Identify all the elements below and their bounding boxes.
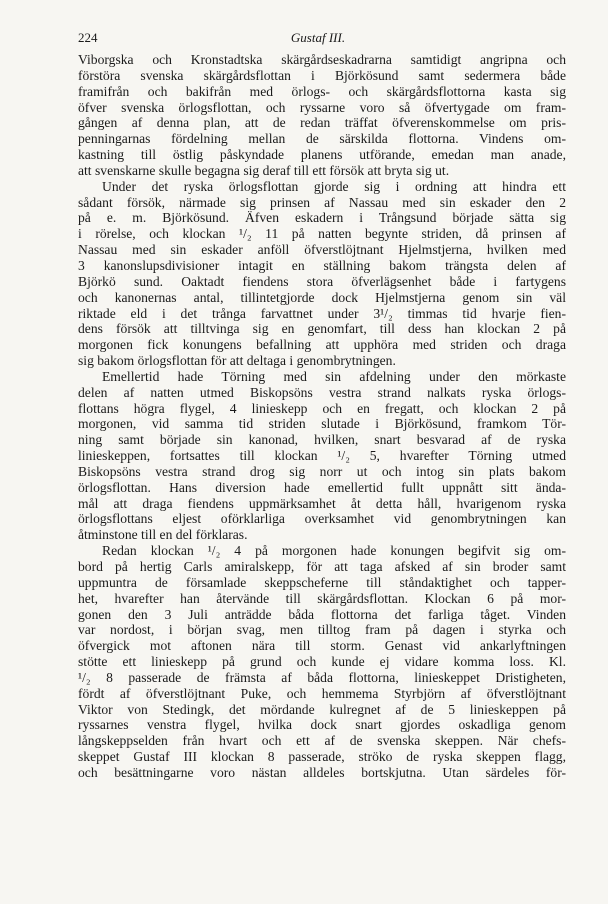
text-line: öfver svenska örlogsflottan, och ryssarne voro så öfvertygade om fram- [78, 99, 566, 115]
text-line: ¹/₂ 8 passerade de främsta af båda flottorna, linieskeppet Dristigheten, [78, 669, 566, 685]
text-line: gonen den 3 Juli anträdde båda flottorna det farliga tåget. Vinden [78, 606, 566, 622]
text-line: Redan klockan ¹/₂ 4 på morgonen hade konungen begifvit sig om- [102, 543, 566, 559]
page-header [78, 30, 558, 50]
text-line: fördt af öfverstlöjtnant Puke, och hemmema Styrbjörn af öfverstlöjtnant [78, 685, 566, 701]
text-line: framifrån och bakifrån med örlogs- och skärgårdsflottorna kasta sig [78, 83, 566, 99]
text-line: 3 kanonslupsdivisioner intagit en ställning bakom trängsta delen af [78, 257, 566, 273]
text-line: ryssarnes venstra flygel, hvilka dock snart gjordes oskadliga genom [78, 717, 566, 733]
text-line: stötte ett linieskepp på grund och kunde ej vidare komma loss. Kl. [78, 654, 566, 670]
text-line: Nassau med sin eskader anföll öfverstlöjtnant Hjelmstjerna, hvilken med [78, 242, 566, 258]
text-line: öfvergick mot aftonen nära till storm. Genast vid ankarlyftningen [78, 638, 566, 654]
paragraph [78, 52, 566, 179]
text-line: flottans högra flygel, 4 linieskepp och en fregatt, och klockan 2 på [78, 400, 566, 416]
paragraph [78, 543, 566, 781]
text-line: örlogsflottans eljest oförklarliga overksamhet vid genombrytningen kan [78, 511, 566, 527]
text-line: riktade eld i det trånga farvattnet under 3¹/₂ timmas tid hvarje fien- [78, 305, 566, 321]
text-line: Björkö sund. Oaktadt fiendens stora öfverlägsenhet både i fartygens [78, 273, 566, 289]
text-line: delen af natten utmed Biskopsöns vestra strand nalkats ryska örlogs- [78, 384, 566, 400]
text-line: kastning till östlig påskyndade planens utförande, emedan man anade, [78, 147, 566, 163]
text-line: långskeppselden från hvart och ett af de svenska skeppen. När chefs- [78, 733, 566, 749]
text-line: dens försök att tilltvinga sig en genomfart, till dess han klockan 2 på [78, 321, 566, 337]
text-line: morgonen fick konungens befallning att upphöra med striden och draga [78, 337, 566, 353]
text-line: Under det ryska örlogsflottan gjorde sig i ordning att hindra ett [102, 178, 566, 194]
paragraph [78, 369, 566, 543]
body-text [78, 52, 566, 781]
text-line: Biskopsöns vestra strand drog sig norr ut och intog sin plats bakom [78, 463, 566, 479]
text-line: åtminstone till en del förklaras. [78, 527, 248, 543]
text-line: mål att draga fiendens uppmärksamhet åt detta håll, hvarigenom ryska [78, 495, 566, 511]
text-line: skeppet Gustaf III klockan 8 passerade, strökо de ryska skeppen flagg, [78, 749, 566, 765]
text-line: i rörelse, och klockan ¹/₂ 11 på natten begynte striden, då prinsen af [78, 226, 566, 242]
text-line: förstöra svenska skärgårdsflottan i Björkösund samt sedermera både [78, 67, 566, 83]
text-line: sig bakom örlogsflottan för att deltaga i genombrytningen. [78, 353, 396, 369]
text-line: och besättningarne voro nästan alldeles bortskjutna. Utan särdeles för- [78, 764, 566, 780]
text-line: ning samt började sin kanonad, hvilken, snart besvarad af de ryska [78, 432, 566, 448]
text-line: Viborgska och Kronstadtska skärgårdseskadrarna samtidigt angripna och [78, 52, 566, 67]
text-line: sådant försök, närmade sig prinsen af Nassau med sin eskader den 2 [78, 194, 566, 210]
paragraph [78, 179, 566, 369]
text-line: på e. m. Björkösund. Äfven eskadern i Trångsund började sätta sig [78, 210, 566, 226]
text-line: Emellertid hade Törning med sin afdelning under den mörkaste [102, 368, 566, 384]
text-line: var nordost, i början svag, men tilltog fram på dagen i styrka och [78, 622, 566, 638]
text-line: morgonen, vid samma tid striden slutade i Björkösund, framkom Tör- [78, 416, 566, 432]
text-line: gången af denna plan, att de redan träffat öfverenskommelse om pris- [78, 115, 566, 131]
text-line: örlogsflottan. Hans diversion hade emellertid fullt uppnått sitt ända- [78, 479, 566, 495]
text-line: het, hvarefter han återvände till skärgårdsflottan. Klockan 6 på mor- [78, 590, 566, 606]
text-line: Viktor von Stedingk, det mördande kulregnet af de 5 linieskeppen på [78, 701, 566, 717]
text-line: penningarnas fördelning mellan de särskilda flottorna. Vindens om- [78, 131, 566, 147]
text-line: linieskeppen, fortsattes till klockan ¹/₂ 5, hvarefter Törning utmed [78, 448, 566, 464]
text-line: bord på hertig Carls amiralskepp, för att taga afsked af sin broder samt [78, 559, 566, 574]
running-title: Gustaf III. [290, 30, 346, 45]
text-line: att svenskarne skulle begagna sig deraf till ett försök att bryta sig ut. [78, 162, 450, 178]
text-line: uppmuntra de församlade skeppscheferne till ståndaktighet och tapper- [78, 574, 566, 590]
text-line: och kanonernas antal, tillintetgjorde dock Hjelmstjerna genom sin väl [78, 289, 566, 305]
page-number: 224 [78, 30, 98, 45]
